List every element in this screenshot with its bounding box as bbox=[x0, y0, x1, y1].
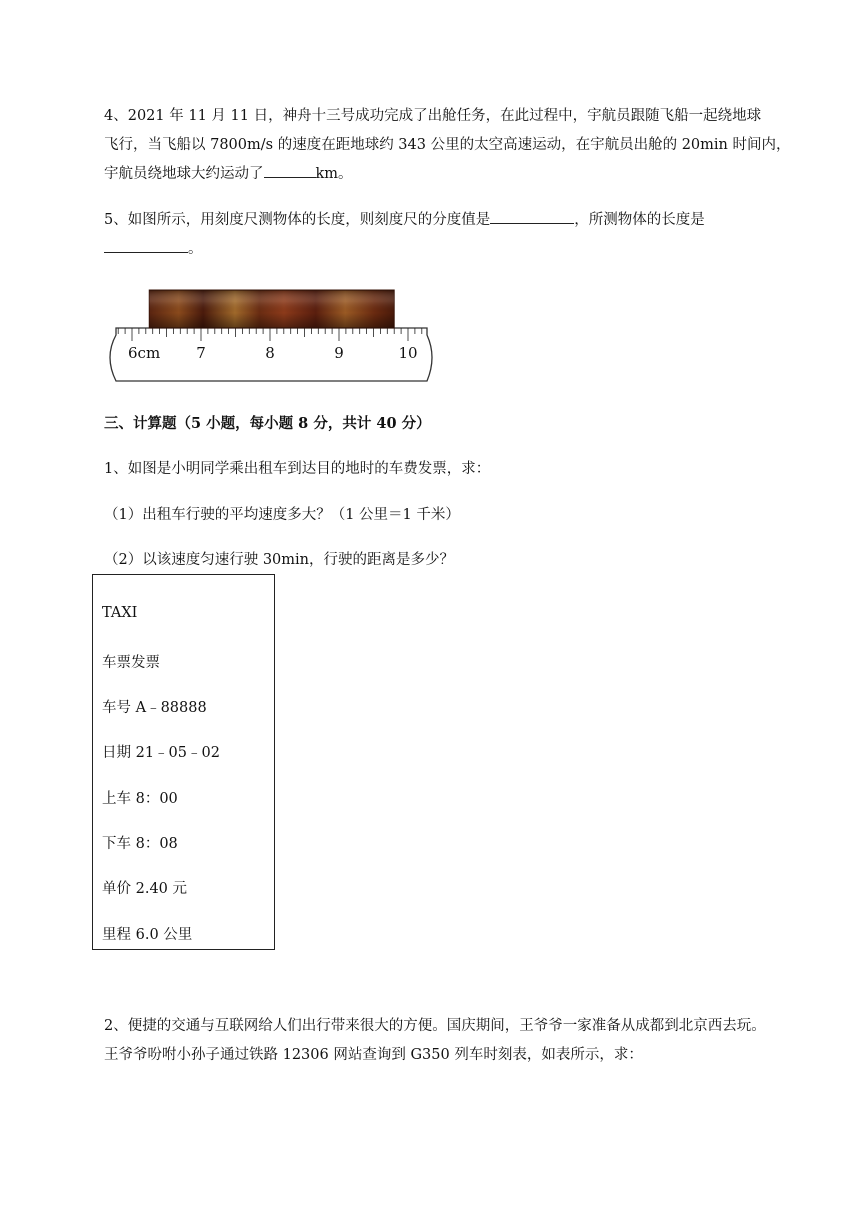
q5-line-2 bbox=[104, 235, 804, 264]
c1-stem: 1、如图是小明同学乘出租车到达目的地时的车费发票，求： bbox=[104, 461, 491, 477]
q4-answer-blank[interactable] bbox=[264, 163, 316, 178]
q5-text-2: ，所测物体的长度是 bbox=[574, 212, 705, 228]
section-3-title: 三、计算题（5 小题，每小题 8 分，共计 40 分） bbox=[104, 415, 431, 432]
q5-end: 。 bbox=[188, 241, 203, 257]
q4-line-3-text: 宇航员绕地球大约运动了 bbox=[104, 166, 264, 182]
q4-line-3 bbox=[104, 160, 804, 189]
ruler-tick-label: 8 bbox=[265, 344, 275, 362]
q5-blank-length[interactable] bbox=[104, 238, 188, 253]
measured-object-shading bbox=[149, 290, 394, 328]
c2-line-2: 王爷爷吩咐小孙子通过铁路 12306 网站查询到 G350 列车时刻表，如表所示，求： bbox=[104, 1047, 643, 1063]
q4-line-2: 飞行，当飞船以 7800m/s 的速度在距地球约 343 公里的太空高速运动，在宇航员出舱的 20min 时间内， bbox=[104, 137, 791, 153]
q4-line-1: 4、2021 年 11 月 11 日，神舟十三号成功完成了出舱任务，在此过程中，宇航员跟随飞船一起绕地球 bbox=[104, 108, 762, 124]
receipt-line: 日期 21﹣05﹣02 bbox=[102, 745, 220, 761]
c1-sub-1: （1）出租车行驶的平均速度多大？（1 公里＝1 千米） bbox=[104, 507, 460, 523]
receipt-line: 下车 8：08 bbox=[102, 836, 178, 852]
ruler-tick-label: 6cm bbox=[128, 344, 161, 362]
receipt-line: 里程 6.0 公里 bbox=[102, 927, 193, 943]
q5-text-1: 5、如图所示，用刻度尺测物体的长度，则刻度尺的分度值是 bbox=[104, 212, 491, 228]
receipt-line: 车票发票 bbox=[102, 655, 160, 671]
taxi-receipt bbox=[92, 574, 275, 950]
receipt-line: TAXI bbox=[102, 605, 138, 621]
ruler-figure bbox=[100, 285, 445, 385]
receipt-line: 上车 8：00 bbox=[102, 791, 178, 807]
c2-line-1: 2、便捷的交通与互联网给人们出行带来很大的方便。国庆期间，王爷爷一家准备从成都到北京西去玩。 bbox=[104, 1018, 766, 1034]
ruler-tick-label: 10 bbox=[398, 344, 418, 362]
c1-sub-2: （2）以该速度匀速行驶 30min，行驶的距离是多少？ bbox=[104, 552, 455, 568]
q4-unit: km。 bbox=[315, 166, 353, 182]
ruler-tick-label: 7 bbox=[196, 344, 206, 362]
ruler-tick-label: 9 bbox=[334, 344, 344, 362]
q5-line-1 bbox=[104, 206, 804, 235]
receipt-line: 单价 2.40 元 bbox=[102, 881, 188, 897]
receipt-line: 车号 A﹣88888 bbox=[102, 700, 207, 716]
q5-blank-division[interactable] bbox=[490, 209, 574, 224]
